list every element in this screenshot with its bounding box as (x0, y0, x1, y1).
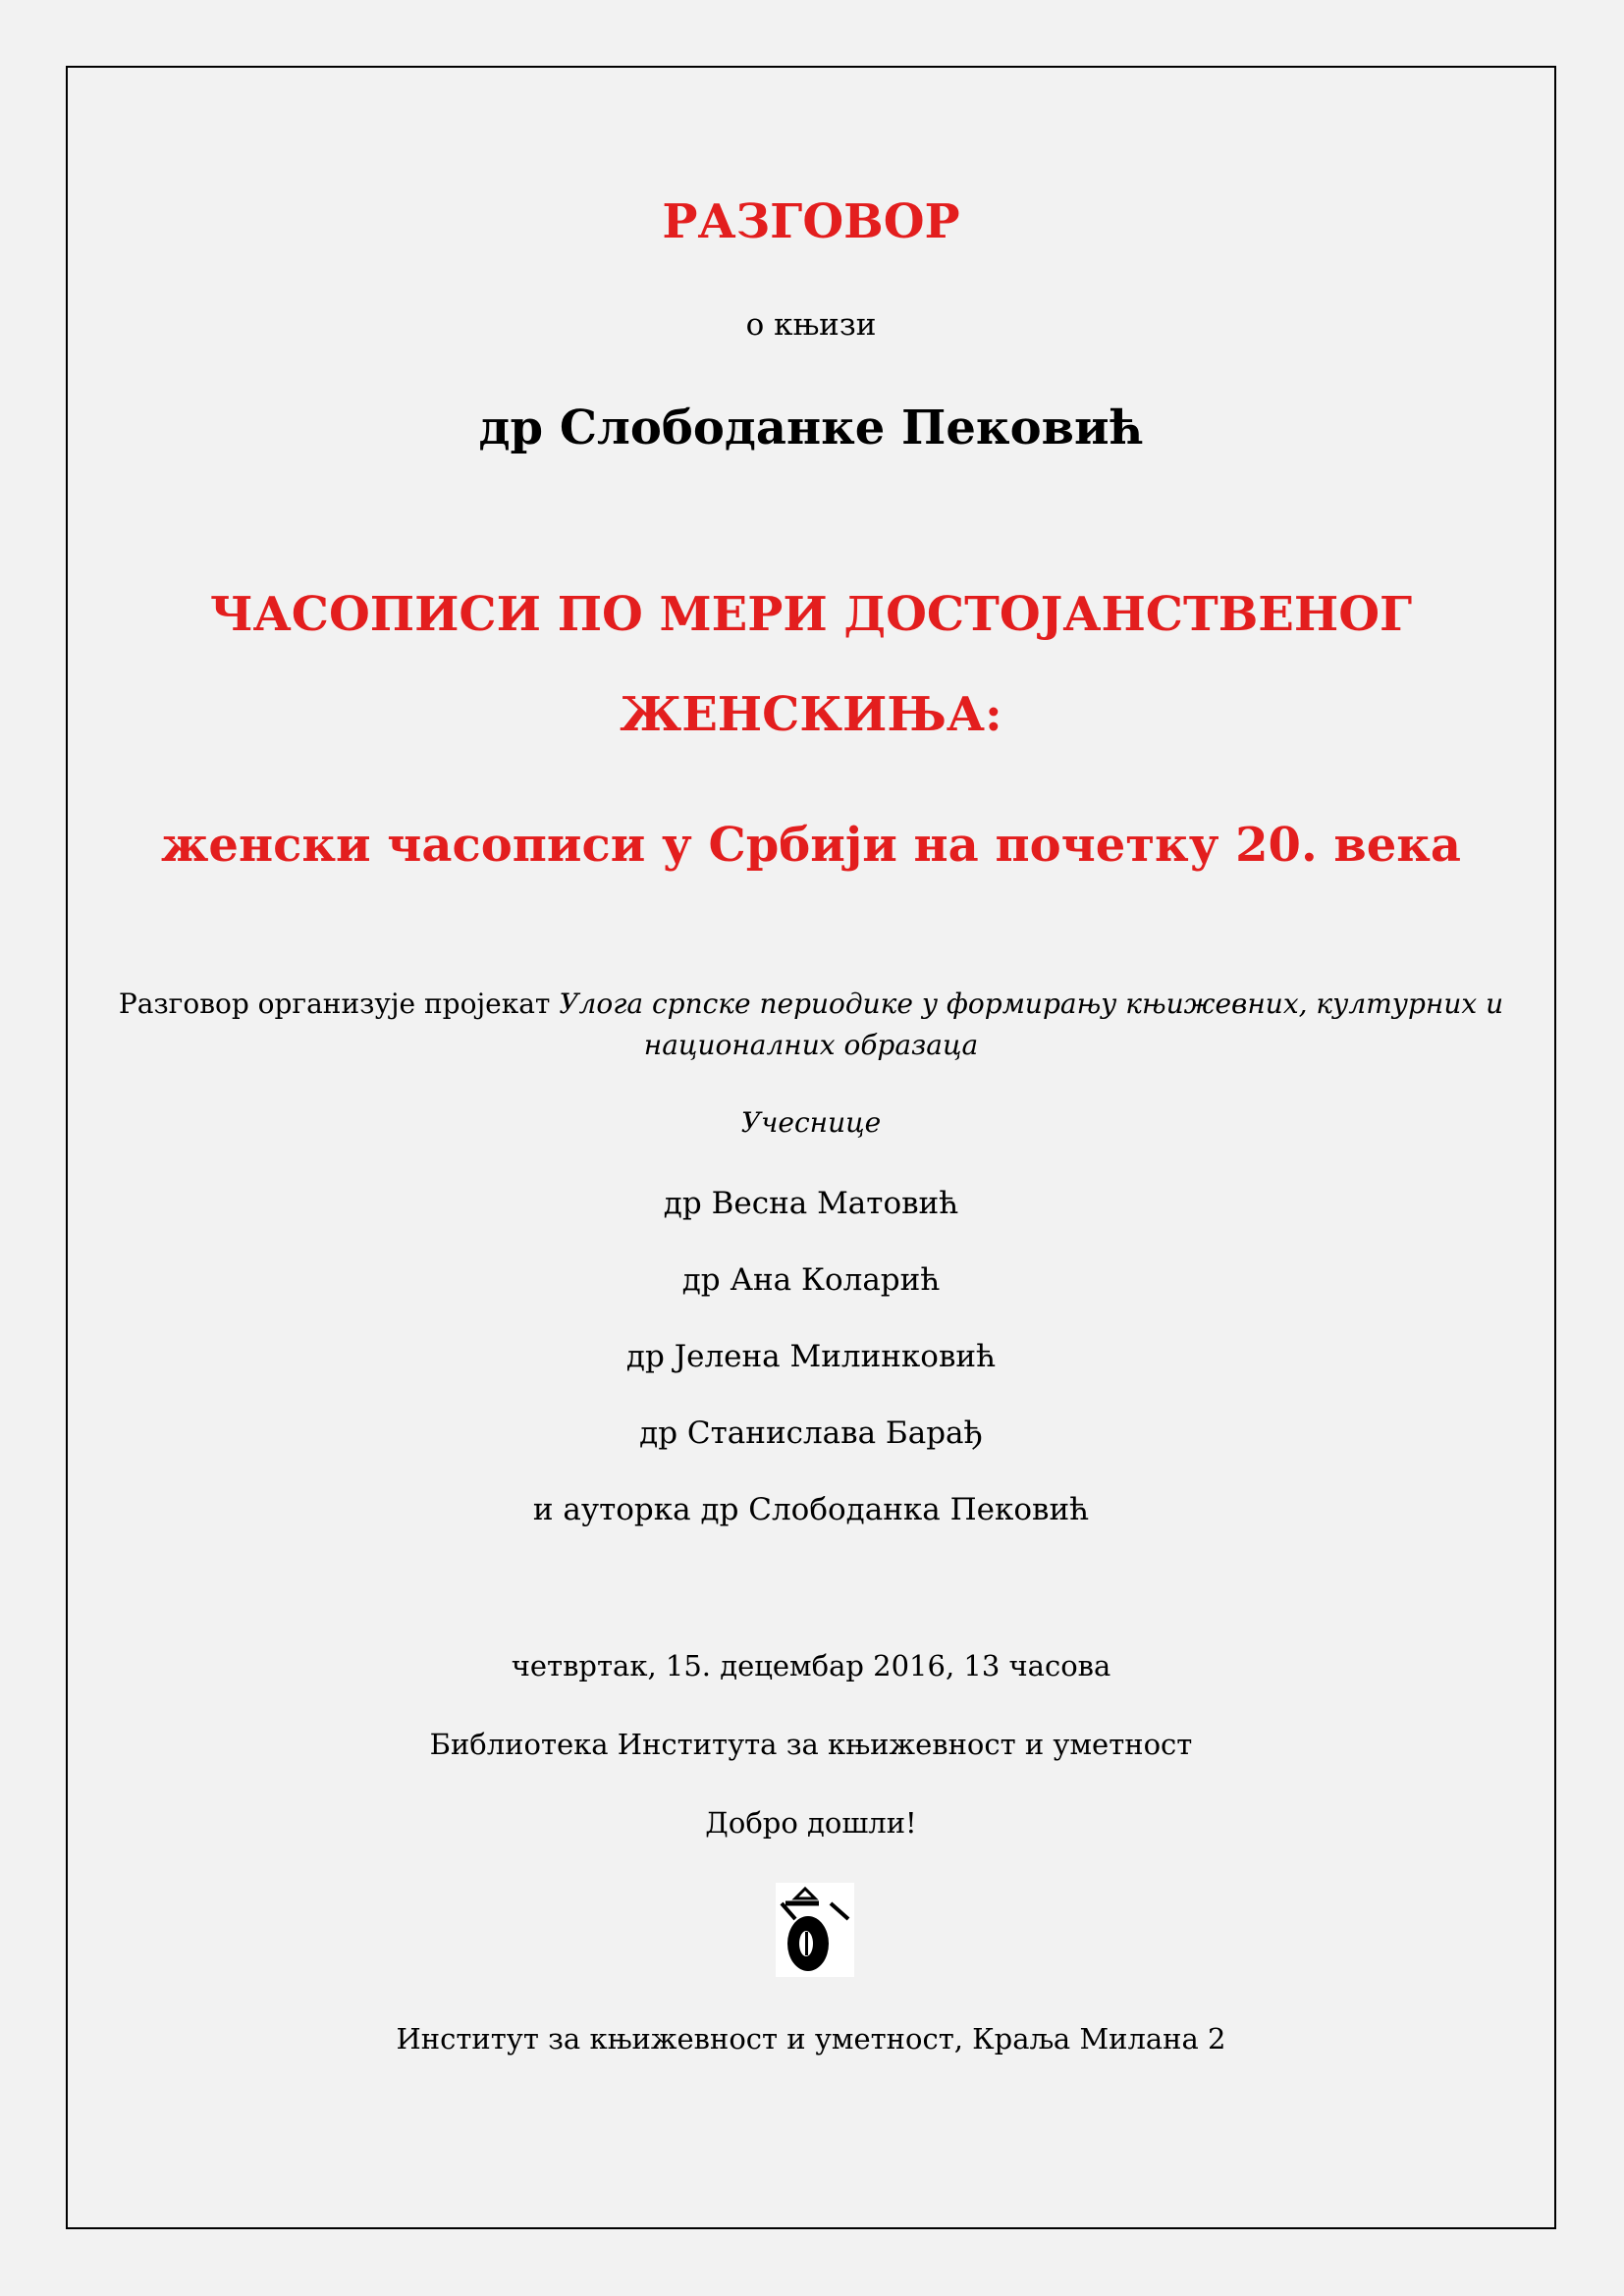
project-name-part-1: Улога српске периодике у формирању књижевних, културних и (559, 988, 1504, 1020)
participants-label: Учеснице (740, 1106, 882, 1139)
participant: др Ана Коларић (681, 1262, 941, 1298)
participant: др Станислава Барађ (639, 1415, 983, 1451)
book-title-line-1: ЧАСОПИСИ ПО МЕРИ ДОСТОЈАНСТВЕНОГ (209, 587, 1413, 642)
event-venue: Библиотека Института за књижевност и уметност (429, 1728, 1193, 1761)
organizer-line-1 (66, 988, 1556, 1020)
participant: др Весна Матовић (663, 1186, 959, 1221)
participant: и ауторка др Слободанка Пековић (532, 1492, 1090, 1527)
book-title-line-2: ЖЕНСКИЊА: (620, 687, 1002, 742)
participant: др Јелена Милинковић (625, 1339, 997, 1374)
book-subtitle: женски часописи у Србији на почетку 20. века (160, 818, 1462, 873)
author-name: др Слободанке Пековић (478, 400, 1144, 455)
organizer-prefix: Разговор организује пројекат (118, 988, 560, 1020)
welcome-text: Добро дошли! (705, 1806, 917, 1840)
institute-logo-icon (776, 1883, 854, 1977)
poster-title: РАЗГОВОР (662, 194, 960, 249)
project-name-part-2: националних образаца (643, 1029, 979, 1061)
event-date: четвртак, 15. децембар 2016, 13 часова (511, 1649, 1111, 1682)
about-book-label: о књизи (745, 307, 877, 343)
institute-address: Институт за књижевност и уметност, Краља Милана 2 (396, 2022, 1226, 2056)
